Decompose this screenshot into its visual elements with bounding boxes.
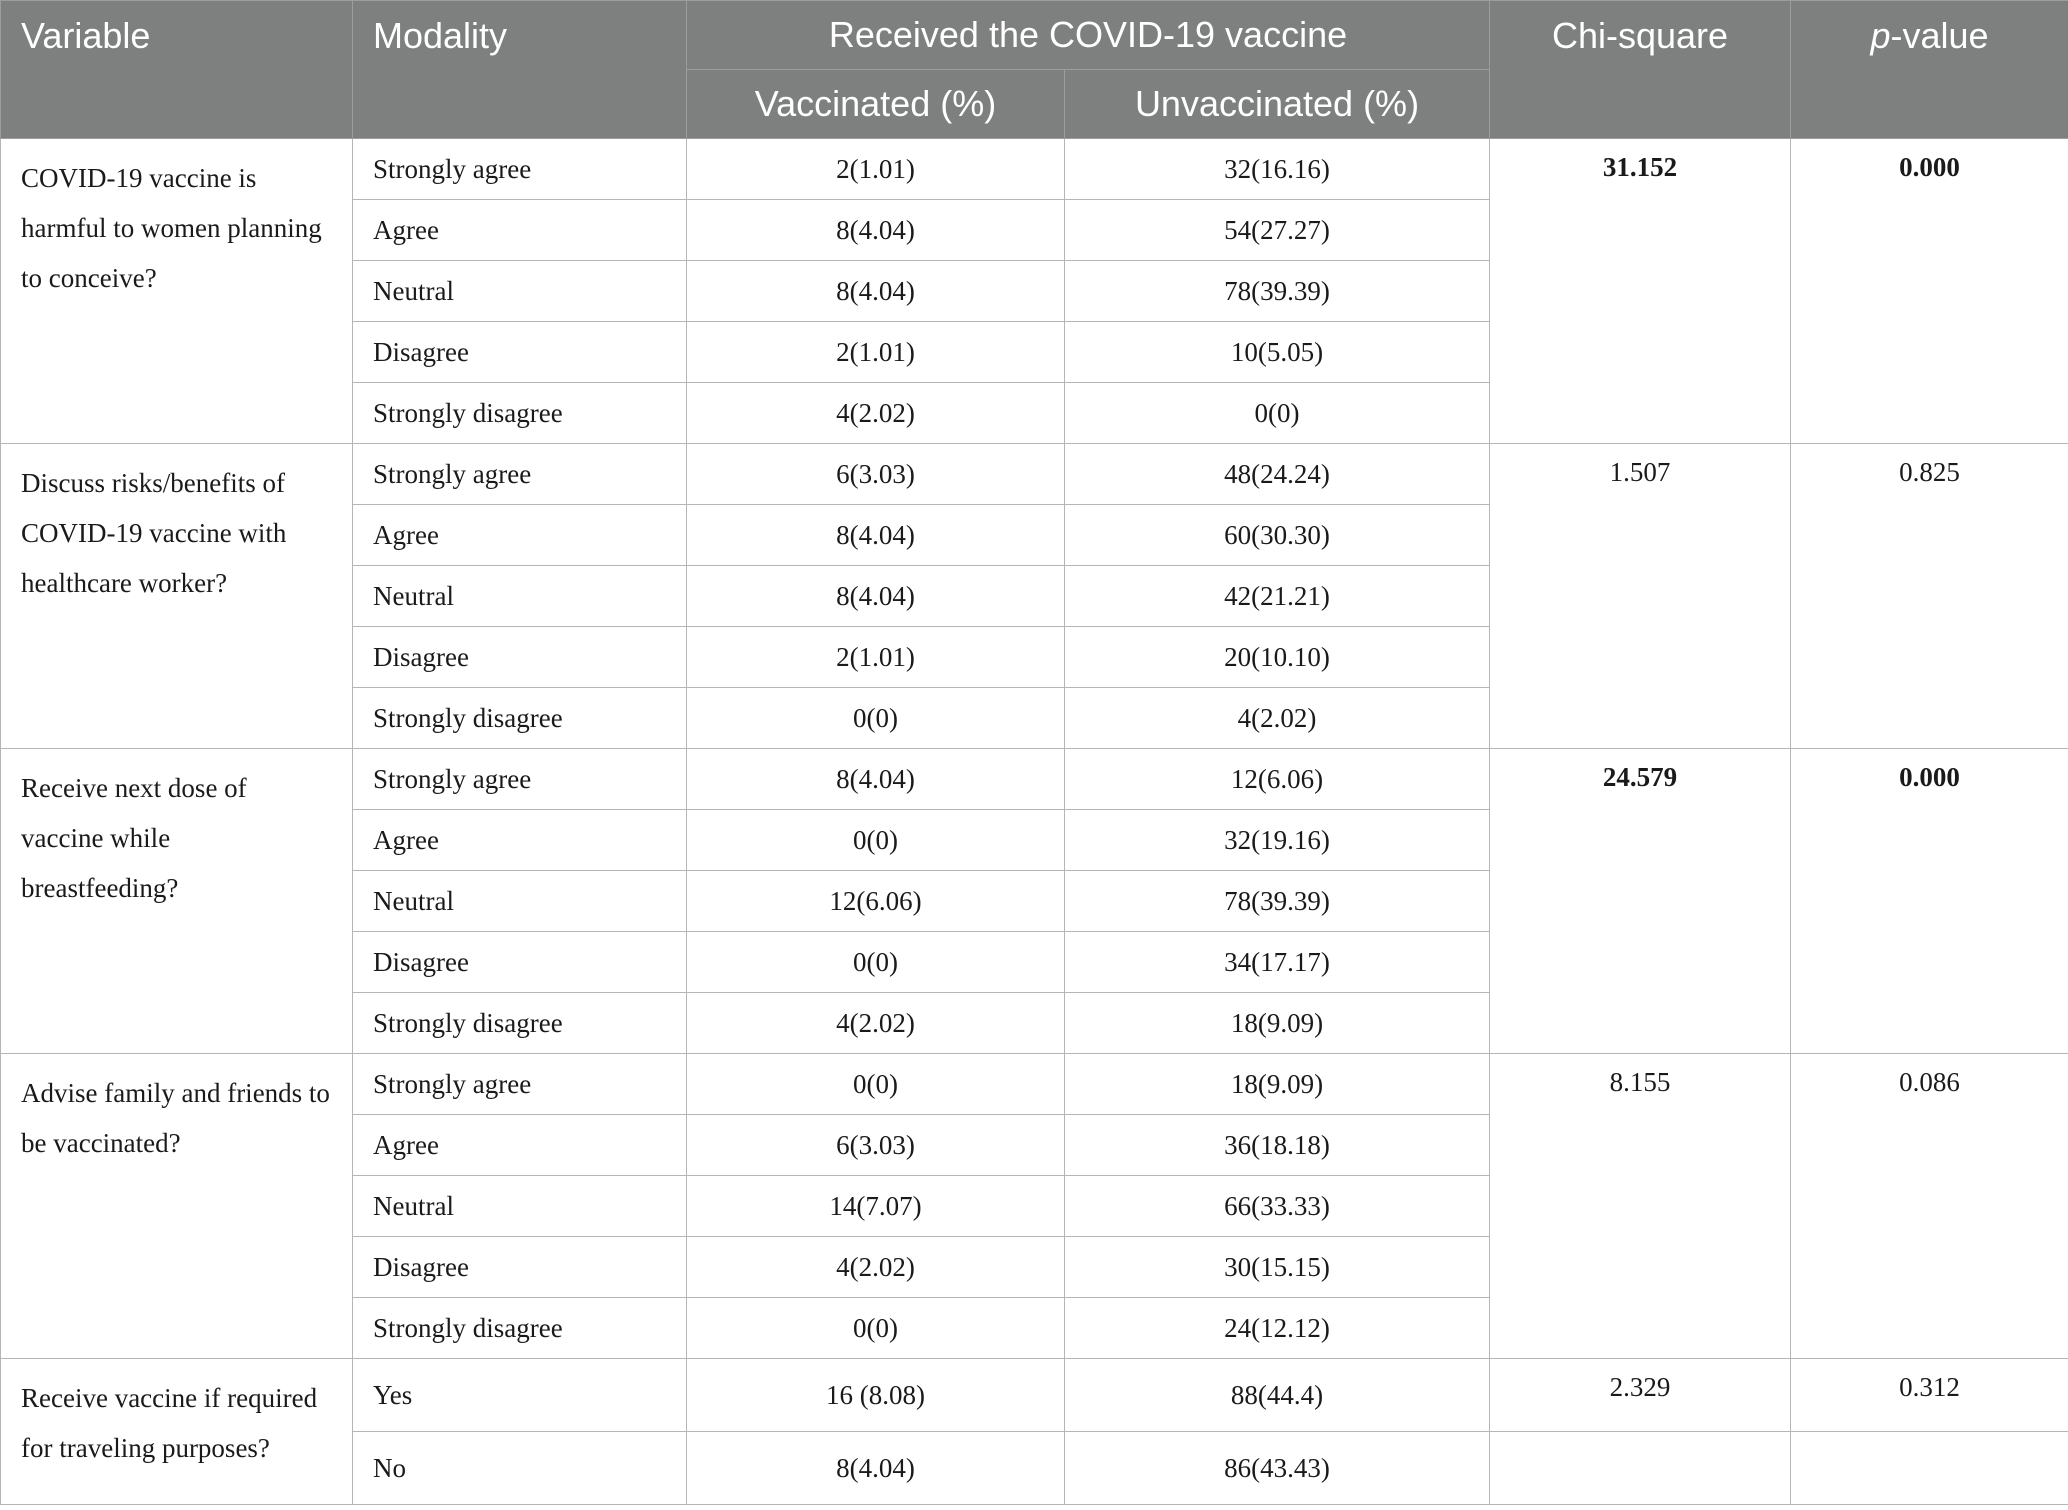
variable-cell: COVID-19 vaccine is harmful to women planning to conceive? (1, 139, 353, 444)
modality-cell: Yes (353, 1359, 687, 1432)
modality-cell: Strongly agree (353, 139, 687, 200)
chi-square-cell: 31.152 (1490, 139, 1791, 444)
p-value-cell-empty (1791, 1432, 2068, 1505)
modality-cell: Neutral (353, 566, 687, 627)
vaccinated-cell: 0(0) (687, 1054, 1065, 1115)
unvaccinated-cell: 60(30.30) (1065, 505, 1490, 566)
modality-cell: Neutral (353, 261, 687, 322)
chi-square-cell: 2.329 (1490, 1359, 1791, 1432)
vaccinated-cell: 8(4.04) (687, 505, 1065, 566)
modality-cell: Agree (353, 1115, 687, 1176)
unvaccinated-cell: 32(16.16) (1065, 139, 1490, 200)
unvaccinated-cell: 18(9.09) (1065, 993, 1490, 1054)
table-row (1, 1359, 2068, 1432)
unvaccinated-cell: 32(19.16) (1065, 810, 1490, 871)
vaccinated-cell: 4(2.02) (687, 383, 1065, 444)
p-value-cell: 0.825 (1791, 444, 2068, 749)
header-variable: Variable (1, 1, 353, 139)
vaccinated-cell: 8(4.04) (687, 261, 1065, 322)
header-vaccinated: Vaccinated (%) (687, 70, 1065, 139)
unvaccinated-cell: 24(12.12) (1065, 1298, 1490, 1359)
unvaccinated-cell: 48(24.24) (1065, 444, 1490, 505)
unvaccinated-cell: 88(44.4) (1065, 1359, 1490, 1432)
unvaccinated-cell: 42(21.21) (1065, 566, 1490, 627)
unvaccinated-cell: 10(5.05) (1065, 322, 1490, 383)
modality-cell: Agree (353, 810, 687, 871)
modality-cell: Agree (353, 505, 687, 566)
chi-square-cell: 24.579 (1490, 749, 1791, 1054)
chi-square-cell: 8.155 (1490, 1054, 1791, 1359)
unvaccinated-cell: 54(27.27) (1065, 200, 1490, 261)
vaccinated-cell: 0(0) (687, 688, 1065, 749)
table-header (1, 1, 2068, 139)
unvaccinated-cell: 12(6.06) (1065, 749, 1490, 810)
modality-cell: Strongly disagree (353, 383, 687, 444)
modality-cell: Agree (353, 200, 687, 261)
vaccinated-cell: 2(1.01) (687, 627, 1065, 688)
variable-cell: Advise family and friends to be vaccinated? (1, 1054, 353, 1359)
modality-cell: Disagree (353, 932, 687, 993)
vaccinated-cell: 8(4.04) (687, 200, 1065, 261)
variable-cell: Receive next dose of vaccine while breastfeeding? (1, 749, 353, 1054)
vaccinated-cell: 2(1.01) (687, 322, 1065, 383)
vaccinated-cell: 0(0) (687, 932, 1065, 993)
header-modality: Modality (353, 1, 687, 139)
header-received-vaccine: Received the COVID-19 vaccine (687, 1, 1490, 70)
table-row (1, 444, 2068, 505)
header-unvaccinated: Unvaccinated (%) (1065, 70, 1490, 139)
modality-cell: Disagree (353, 627, 687, 688)
unvaccinated-cell: 30(15.15) (1065, 1237, 1490, 1298)
modality-cell: Strongly disagree (353, 993, 687, 1054)
table-row (1, 139, 2068, 200)
header-row (1, 1, 2068, 70)
variable-cell: Receive vaccine if required for traveling purposes? (1, 1359, 353, 1505)
p-value-cell: 0.000 (1791, 749, 2068, 1054)
vaccinated-cell: 4(2.02) (687, 1237, 1065, 1298)
header-p-value (1791, 1, 2068, 139)
unvaccinated-cell: 78(39.39) (1065, 261, 1490, 322)
unvaccinated-cell: 0(0) (1065, 383, 1490, 444)
unvaccinated-cell: 86(43.43) (1065, 1432, 1490, 1505)
modality-cell: Strongly disagree (353, 688, 687, 749)
vaccinated-cell: 6(3.03) (687, 444, 1065, 505)
table-body (1, 139, 2068, 1505)
unvaccinated-cell: 66(33.33) (1065, 1176, 1490, 1237)
chi-square-cell-empty (1490, 1432, 1791, 1505)
modality-cell: Strongly agree (353, 749, 687, 810)
header-p-suffix: -value (1890, 15, 1989, 56)
header-chi-square: Chi-square (1490, 1, 1791, 139)
unvaccinated-cell: 36(18.18) (1065, 1115, 1490, 1176)
chi-square-cell: 1.507 (1490, 444, 1791, 749)
variable-cell: Discuss risks/benefits of COVID-19 vaccine with healthcare worker? (1, 444, 353, 749)
vaccinated-cell: 4(2.02) (687, 993, 1065, 1054)
vaccinated-cell: 16 (8.08) (687, 1359, 1065, 1432)
p-value-cell: 0.086 (1791, 1054, 2068, 1359)
modality-cell: Disagree (353, 322, 687, 383)
vaccinated-cell: 0(0) (687, 810, 1065, 871)
vaccinated-cell: 0(0) (687, 1298, 1065, 1359)
unvaccinated-cell: 78(39.39) (1065, 871, 1490, 932)
unvaccinated-cell: 4(2.02) (1065, 688, 1490, 749)
modality-cell: Strongly disagree (353, 1298, 687, 1359)
vaccinated-cell: 2(1.01) (687, 139, 1065, 200)
table-row (1, 1054, 2068, 1115)
modality-cell: No (353, 1432, 687, 1505)
vaccinated-cell: 8(4.04) (687, 1432, 1065, 1505)
unvaccinated-cell: 20(10.10) (1065, 627, 1490, 688)
p-value-cell: 0.312 (1791, 1359, 2068, 1432)
modality-cell: Strongly agree (353, 1054, 687, 1115)
unvaccinated-cell: 18(9.09) (1065, 1054, 1490, 1115)
vaccinated-cell: 12(6.06) (687, 871, 1065, 932)
p-value-cell: 0.000 (1791, 139, 2068, 444)
vaccinated-cell: 14(7.07) (687, 1176, 1065, 1237)
vaccinated-cell: 8(4.04) (687, 566, 1065, 627)
modality-cell: Neutral (353, 871, 687, 932)
vaccinated-cell: 8(4.04) (687, 749, 1065, 810)
modality-cell: Strongly agree (353, 444, 687, 505)
unvaccinated-cell: 34(17.17) (1065, 932, 1490, 993)
modality-cell: Neutral (353, 1176, 687, 1237)
vaccinated-cell: 6(3.03) (687, 1115, 1065, 1176)
modality-cell: Disagree (353, 1237, 687, 1298)
header-p-italic: p (1870, 15, 1891, 56)
table-row (1, 749, 2068, 810)
